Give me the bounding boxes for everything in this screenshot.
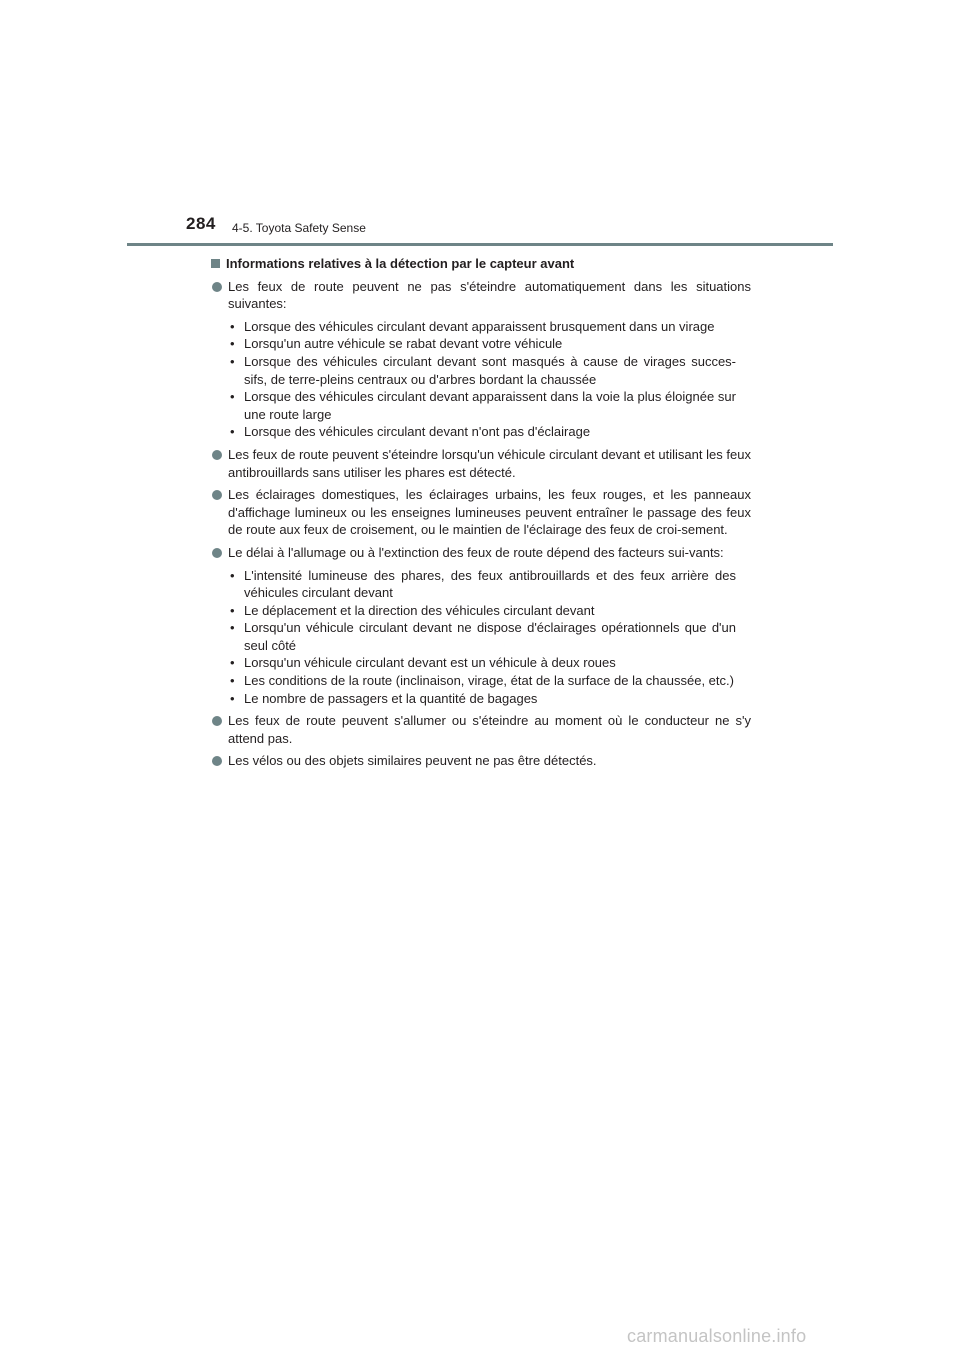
sub-list-item-text: Les conditions de la route (inclinaison, virage, état de la surface de la chaussée, etc.) xyxy=(244,673,734,689)
list-item-text: Les feux de route peuvent s'allumer ou s'éteindre au moment où le conducteur ne s'y attend pas. xyxy=(228,713,751,746)
sub-list-item xyxy=(228,602,736,620)
sub-list-item xyxy=(228,388,736,423)
list-item-text: Les feux de route peuvent s'éteindre lorsqu'un véhicule circulant devant et utilisant les feux antibrouillards sans utiliser les phares est détecté. xyxy=(228,446,751,480)
sub-list-item xyxy=(228,353,736,388)
sub-list-item xyxy=(228,567,736,602)
sub-list-item-text: Lorsque des véhicules circulant devant apparaissent brusquement dans un virage xyxy=(244,318,715,334)
list-item xyxy=(211,752,751,770)
sub-list-item xyxy=(228,690,736,708)
list-item-body xyxy=(228,278,751,441)
list-item-text: Les vélos ou des objets similaires peuvent ne pas être détectés. xyxy=(228,753,597,769)
list-item xyxy=(211,278,751,441)
list-item-body xyxy=(228,712,751,747)
list-item-text: Les feux de route peuvent ne pas s'éteindre automatiquement dans les situations suivantes: xyxy=(228,278,751,312)
sub-list-item-text: Lorsque des véhicules circulant devant n'ont pas d'éclairage xyxy=(244,424,591,440)
list-item xyxy=(211,712,751,747)
list-item xyxy=(211,446,751,481)
list-item-body xyxy=(228,544,751,707)
dot-bullet-icon: • xyxy=(230,620,235,636)
dot-bullet-icon: • xyxy=(230,602,235,618)
item-list xyxy=(211,278,751,770)
sub-list-item-text: Lorsqu'un véhicule circulant devant est un véhicule à deux roues xyxy=(244,655,616,671)
list-item xyxy=(211,544,751,707)
circle-bullet-icon xyxy=(212,548,222,558)
dot-bullet-icon: • xyxy=(230,567,235,583)
list-item xyxy=(211,486,751,539)
dot-bullet-icon: • xyxy=(230,318,235,334)
circle-bullet-icon xyxy=(212,282,222,292)
circle-bullet-icon xyxy=(212,450,222,460)
header-rule xyxy=(127,243,833,246)
sub-list-item xyxy=(228,672,736,690)
sub-list-item xyxy=(228,654,736,672)
sub-list-item-text: Lorsqu'un autre véhicule se rabat devant votre véhicule xyxy=(244,336,563,352)
sub-list xyxy=(228,318,751,441)
sub-list-item xyxy=(228,335,736,353)
section-title: 4-5. Toyota Safety Sense xyxy=(232,221,366,235)
sub-list xyxy=(228,567,751,708)
sub-list-item-text: Lorsque des véhicules circulant devant apparaissent dans la voie la plus éloignée sur une route large xyxy=(244,389,736,422)
section-heading-text: Informations relatives à la détection par le capteur avant xyxy=(226,256,575,271)
sub-list-item xyxy=(228,318,736,336)
circle-bullet-icon xyxy=(212,490,222,500)
dot-bullet-icon: • xyxy=(230,690,235,706)
dot-bullet-icon: • xyxy=(230,389,235,405)
sub-list-item xyxy=(228,619,736,654)
list-item-body xyxy=(228,486,751,539)
square-bullet-icon xyxy=(211,259,220,268)
dot-bullet-icon: • xyxy=(230,353,235,369)
sub-list-item-text: L'intensité lumineuse des phares, des feux antibrouillards et des feux arrière des véhicules circulant devant xyxy=(244,567,736,601)
page-number: 284 xyxy=(186,214,216,233)
dot-bullet-icon: • xyxy=(230,655,235,671)
sub-list-item xyxy=(228,423,736,441)
sub-list-item-text: Lorsqu'un véhicule circulant devant ne dispose d'éclairages opérationnels que d'un seul côté xyxy=(244,620,736,653)
circle-bullet-icon xyxy=(212,756,222,766)
watermark: carmanualsonline.info xyxy=(627,1326,807,1346)
sub-list-item-text: Le nombre de passagers et la quantité de bagages xyxy=(244,690,538,706)
circle-bullet-icon xyxy=(212,716,222,726)
sub-list-item-text: Le déplacement et la direction des véhicules circulant devant xyxy=(244,602,595,618)
dot-bullet-icon: • xyxy=(230,673,235,689)
dot-bullet-icon: • xyxy=(230,336,235,352)
sub-list-item-text: Lorsque des véhicules circulant devant sont masqués à cause de virages succes-sifs, de terre-pleins centraux ou d'arbres bordant la chaussée xyxy=(244,353,736,387)
list-item-body xyxy=(228,446,751,481)
dot-bullet-icon: • xyxy=(230,424,235,440)
page-content xyxy=(211,253,751,775)
page-header xyxy=(0,0,960,250)
list-item-text: Les éclairages domestiques, les éclairages urbains, les feux rouges, et les panneaux d'affichage lumineux ou les enseignes lumineuses peuvent entraîner le passage des feux de route aux feux de croisement, ou le maintien de l'éclairage des feux de croi-sement. xyxy=(228,487,751,538)
list-item-body xyxy=(228,752,751,770)
section-heading xyxy=(211,255,751,273)
list-item-text: Le délai à l'allumage ou à l'extinction des feux de route dépend des facteurs sui-vants: xyxy=(228,544,724,560)
